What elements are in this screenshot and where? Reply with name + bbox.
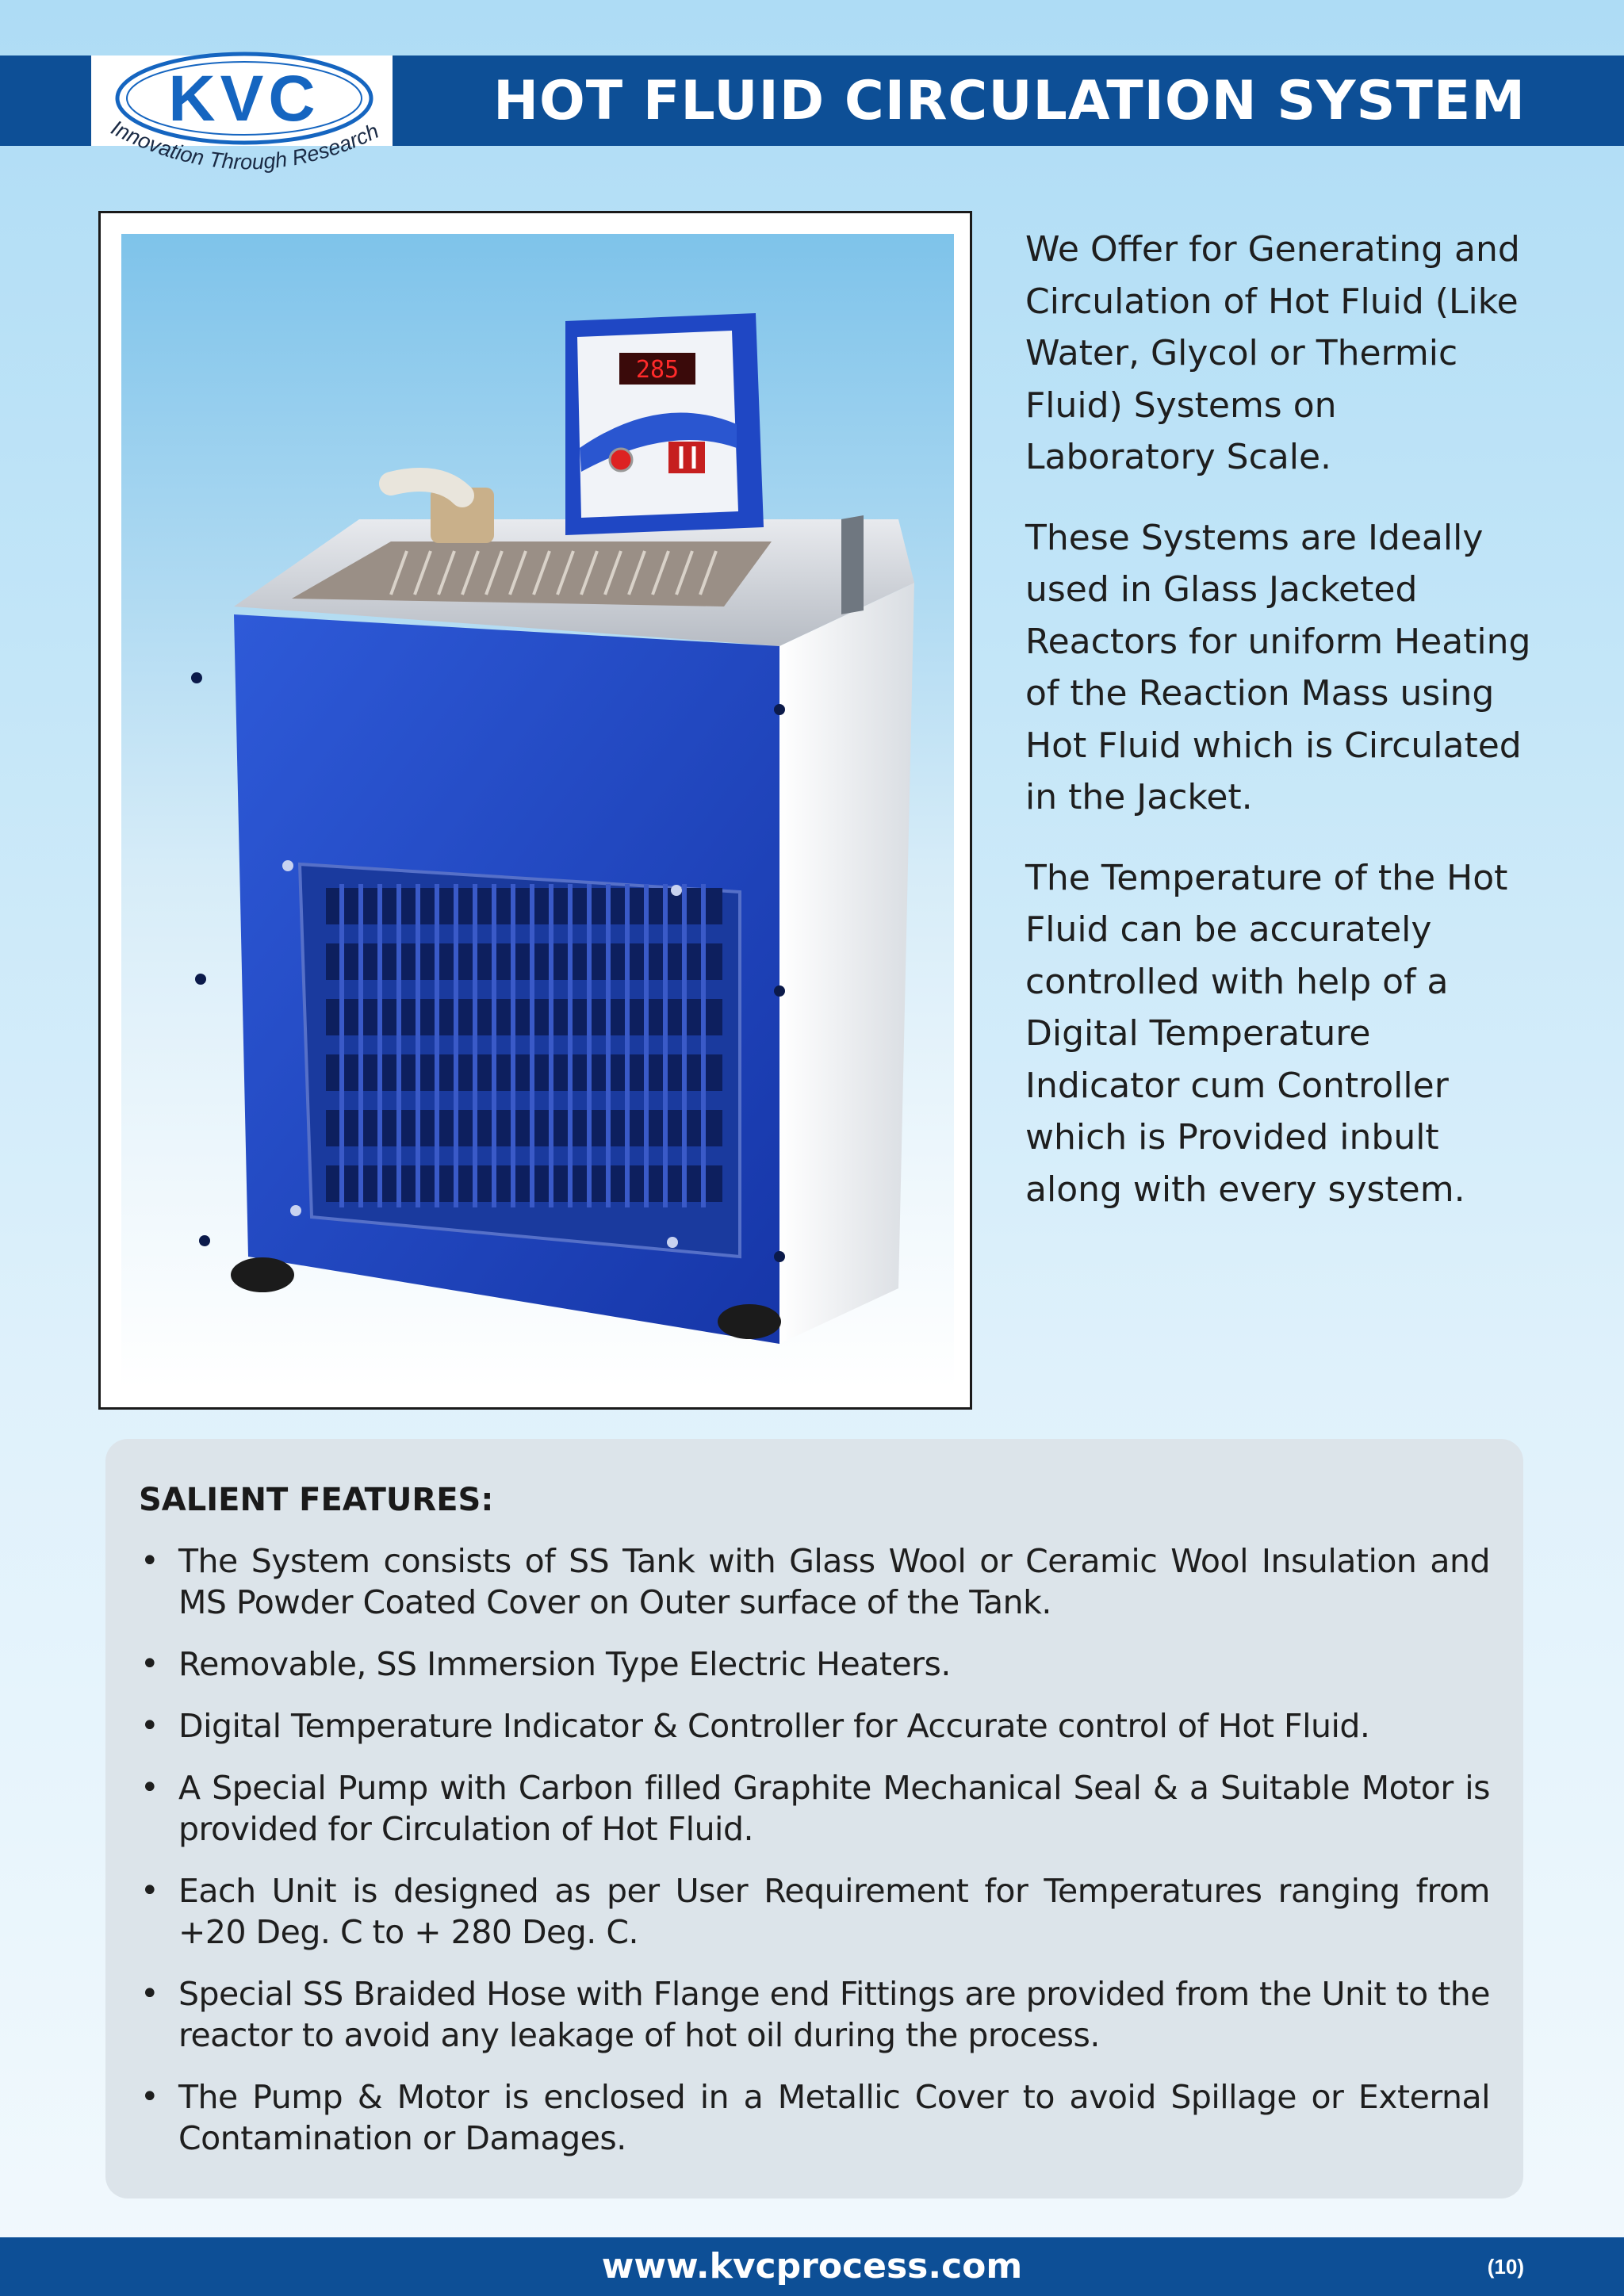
feature-list: [139, 1540, 1490, 2179]
footer-bar: [0, 2237, 1624, 2296]
list-item: • Each Unit is designed as per User Requirement for Temperatures ranging from +20 Deg. C to + 280 Deg. C.: [140, 1872, 1490, 1951]
page-number: (10): [1487, 2255, 1524, 2279]
product-photo-frame: [98, 211, 972, 1410]
salient-features-panel: [105, 1439, 1523, 2198]
list-item: • The System consists of SS Tank with Glass Wool or Ceramic Wool Insulation and MS Powder Coated Cover on Outer surface of the Tank.: [140, 1542, 1490, 1621]
page-title: HOT FLUID CIRCULATION SYSTEM: [493, 70, 1526, 132]
intro-paragraph: The Temperature of the Hot Fluid can be accurately controlled with help of a Digital Temperature Indicator cum Controller which is Provided inbult along with every system.: [1025, 857, 1508, 1210]
website-link[interactable]: www.kvcprocess.com: [601, 2246, 1023, 2286]
bullet-icon: •: [140, 1976, 159, 2012]
bullet-icon: •: [140, 1873, 159, 1909]
bullet-icon: •: [140, 1543, 159, 1579]
features-title: SALIENT FEATURES:: [139, 1482, 494, 1518]
bullet-icon: •: [140, 1708, 159, 1744]
list-item: • A Special Pump with Carbon filled Graphite Mechanical Seal & a Suitable Motor is provided for Circulation of Hot Fluid.: [140, 1769, 1490, 1848]
bullet-icon: •: [140, 1770, 159, 1806]
bullet-icon: •: [140, 2079, 159, 2115]
circulator-illustration: [121, 234, 954, 1388]
hot-fluid-circulator-photo: [121, 234, 954, 1388]
list-item: • Digital Temperature Indicator & Controller for Accurate control of Hot Fluid.: [140, 1707, 1370, 1745]
intro-paragraph: These Systems are Ideally used in Glass Jacketed Reactors for uniform Heating of the Reaction Mass using Hot Fluid which is Circulated in the Jacket.: [1025, 517, 1531, 817]
kvc-logo[interactable]: [86, 41, 403, 200]
logo-text: KVC: [168, 63, 320, 135]
list-item: • The Pump & Motor is enclosed in a Metallic Cover to avoid Spillage or External Contamination or Damages.: [140, 2078, 1490, 2157]
intro-text: [1025, 224, 1533, 1244]
bullet-icon: •: [140, 1646, 159, 1682]
logo-tagline: Innovation Through Research: [107, 115, 383, 174]
list-item: • Removable, SS Immersion Type Electric Heaters.: [140, 1645, 951, 1683]
controller-display: 285: [635, 356, 680, 384]
intro-paragraph: We Offer for Generating and Circulation of Hot Fluid (Like Water, Glycol or Thermic Fluid) Systems on Laboratory Scale.: [1025, 229, 1520, 477]
list-item: • Special SS Braided Hose with Flange end Fittings are provided from the Unit to the reactor to avoid any leakage of hot oil during the process.: [140, 1975, 1490, 2054]
